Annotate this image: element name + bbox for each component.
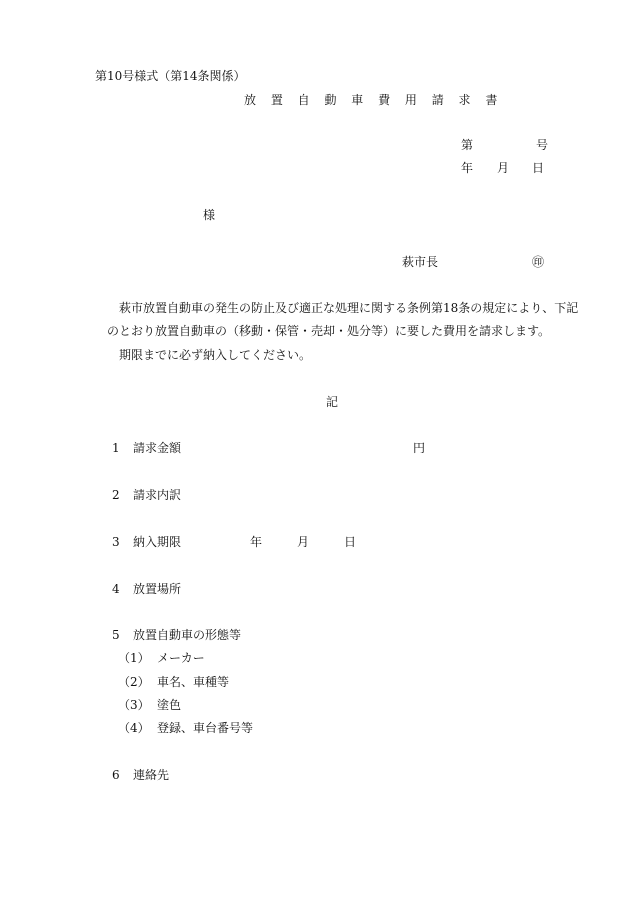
item-5-sub-3-label: 塗色 [157, 698, 182, 712]
item-5-label: 放置自動車の形態等 [133, 628, 242, 642]
item-1-number: 1 [112, 441, 120, 455]
item-4-label: 放置場所 [133, 582, 182, 596]
item-5-sub-2-number: （2） [118, 675, 150, 689]
ki-heading: 記 [326, 395, 339, 409]
document-title: 放 置 自 動 車 費 用 請 求 書 [244, 93, 503, 107]
body-line-3: 期限までに必ず納入してください。 [119, 348, 312, 362]
item-3-day: 日 [344, 535, 357, 549]
item-3-label: 納入期限 [133, 535, 182, 549]
item-2-label: 請求内訳 [133, 488, 182, 502]
item-3-year: 年 [250, 535, 263, 549]
item-4-number: 4 [112, 582, 120, 596]
form-label: 第10号様式（第14条関係） [95, 69, 246, 83]
item-3-month: 月 [297, 535, 310, 549]
item-6-number: 6 [112, 768, 120, 782]
item-5-sub-1-number: （1） [118, 651, 150, 665]
addressee-sama: 様 [203, 208, 216, 222]
item-2-number: 2 [112, 488, 120, 502]
item-3-number: 3 [112, 535, 120, 549]
item-5-sub-4-number: （4） [118, 721, 150, 735]
item-5-sub-4-label: 登録、車台番号等 [157, 721, 254, 735]
doc-number-go: 号 [536, 138, 549, 152]
item-6-label: 連絡先 [133, 768, 170, 782]
item-5-sub-2-label: 車名、車種等 [157, 675, 230, 689]
item-5-sub-1-label: メーカー [157, 651, 205, 665]
item-1-label: 請求金額 [133, 441, 182, 455]
date-month: 月 [497, 161, 510, 175]
date-day: 日 [532, 161, 545, 175]
doc-number-dai: 第 [461, 138, 474, 152]
item-5-number: 5 [112, 628, 120, 642]
date-year: 年 [461, 161, 474, 175]
issuer-name: 萩市長 [402, 255, 439, 269]
seal-mark: ㊞ [532, 255, 545, 269]
body-line-2: のとおり放置自動車の（移動・保管・売却・処分等）に要した費用を請求します。 [107, 324, 551, 338]
body-line-1: 萩市放置自動車の発生の防止及び適正な処理に関する条例第18条の規定により、下記 [119, 301, 579, 315]
item-1-unit: 円 [413, 441, 426, 455]
item-5-sub-3-number: （3） [118, 698, 150, 712]
